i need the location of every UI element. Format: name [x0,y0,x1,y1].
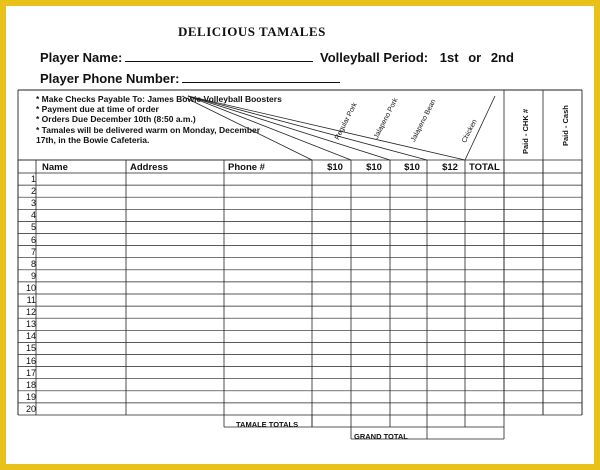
product-regular-pork: Regular Pork [334,101,359,142]
row-number: 5 [30,222,36,233]
player-name-label: Player Name: [40,50,123,65]
product-chicken: Chicken [461,118,479,145]
row-number: 1 [30,174,36,184]
row-number: 18 [25,379,36,390]
order-table-grid [6,6,594,464]
note-line: 17th, in the Bowie Cafeteria. [36,134,150,145]
row-number: 9 [30,270,36,281]
note-line: * Payment due at time of order [36,104,159,115]
diagonal-header-line [182,96,312,160]
col-header-phone: Phone # [228,162,265,173]
period-option-1st[interactable]: 1st [439,50,459,65]
row-number: 15 [25,343,36,354]
row-number: 10 [25,282,36,293]
phone-label: Player Phone Number: [40,71,180,86]
row-number: 16 [25,355,36,366]
period-option-2nd[interactable]: 2nd [490,50,514,65]
note-line: * Orders Due December 10th (8:50 a.m.) [36,114,196,125]
order-form-page [6,6,594,464]
form-title: DELICIOUS TAMALES [178,24,326,39]
diagonal-header-line [188,96,390,160]
period-or: or [468,50,482,65]
price-jalapeno-pork: $10 [366,162,382,173]
row-number: 14 [25,331,36,342]
row-number: 17 [25,367,36,378]
product-jalapeno-pork: Jalapeno Pork [373,97,400,141]
price-jalapeno-bean: $10 [404,162,420,173]
period-label: Volleyball Period: [320,50,429,65]
col-header-address: Address [130,162,169,173]
row-number: 4 [30,210,36,221]
row-number: 12 [25,307,36,318]
row-number: 3 [30,198,36,209]
grand-total-label: GRAND TOTAL [354,432,408,441]
row-number: 8 [30,258,36,269]
col-header-total: TOTAL [469,162,500,173]
col-header-name: Name [42,162,68,173]
note-line: * Make Checks Payable To: James Bowie Volleyball Boosters [36,94,282,104]
row-number: 11 [26,295,36,305]
row-number: 7 [30,246,36,257]
tamale-totals-label: TAMALE TOTALS [236,420,299,429]
row-number: 19 [25,391,36,402]
col-header-paid-cash: Paid - Cash [561,105,570,146]
price-chicken: $12 [442,162,458,173]
row-number: 13 [25,319,36,330]
product-jalapeno-bean: Jalapeno Bean [410,98,438,144]
price-regular-pork: $10 [327,162,343,173]
row-number: 2 [30,186,36,197]
note-line: * Tamales will be delivered warm on Monday, December [36,124,261,135]
col-header-paid-check: Paid - CHK # [521,108,530,154]
row-number: 6 [30,234,36,245]
row-number: 20 [25,403,36,414]
